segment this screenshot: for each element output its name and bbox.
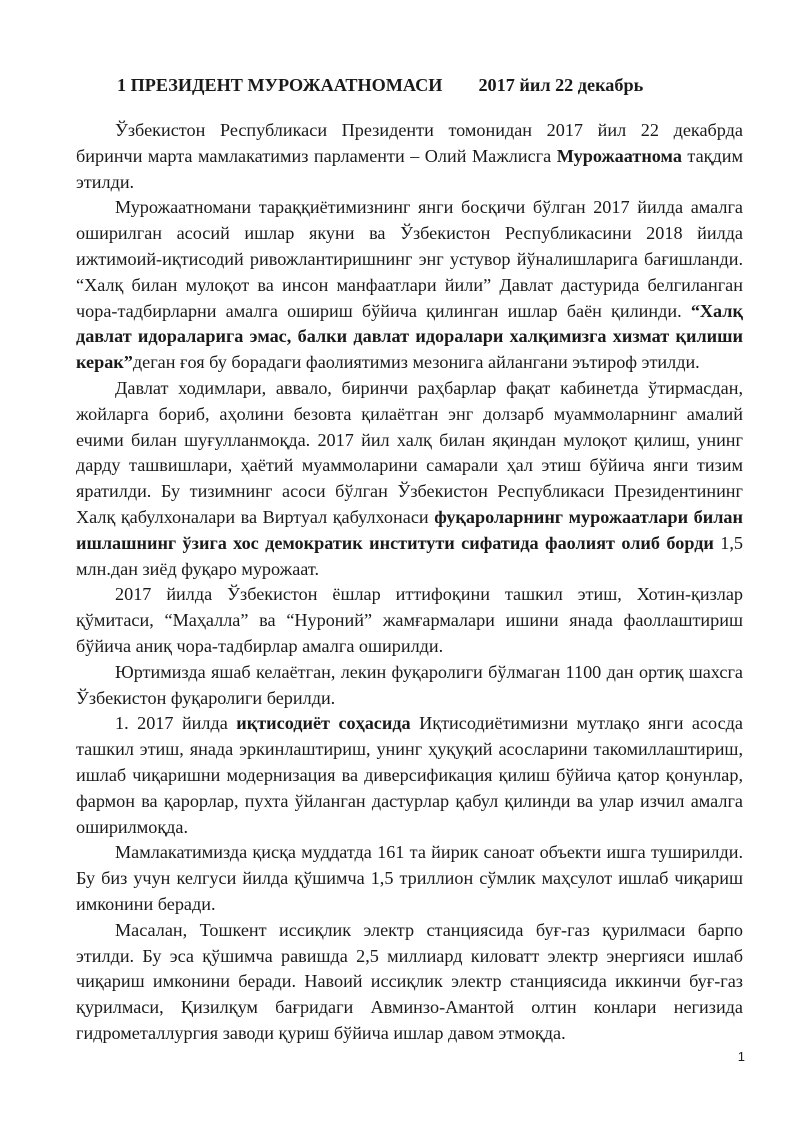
paragraph [76, 918, 743, 1047]
paragraph-text: Мурожаатномани тараққиётимизнинг янги босқичи бўлган 2017 йилда амалга оширилган асосий ишлар якуни ва Ўзбекистон Республикасини 2018 йилда ижтимоий-иқтисодий ривожлантиришнинг энг устувор йўналишларига бағишланди. “Халқ билан мулоқот ва инсон манфаатлари йили” Давлат дастурида белгиланган чора-тадбирларни амалга ошириш бўйича қилинган ишлар баён қилинди. [76, 197, 743, 321]
paragraph-bold-text: фуқароларнинг мурожаатлари билан ишлашнинг ўзига хос демократик институти сифатида фаолият олиб борди [76, 506, 743, 553]
paragraph [76, 118, 743, 195]
paragraph-bold-text: “Халқ давлат идораларига эмас, балки давлат идоралари халқимизга хизмат қилиши керак” [76, 300, 743, 373]
document-body [76, 118, 743, 1047]
paragraph-text: 2017 йилда Ўзбекистон ёшлар иттифоқини ташкил этиш, Хотин-қизлар қўмитаси, “Маҳалла” ва “Нуроний” жамғармалари ишини янада фаоллаштириш бўйича аниқ чора-тадбирлар амалга оширилди. [76, 584, 743, 656]
paragraph-text: Иқтисодиётимизни мутлақо янги асосда ташкил этиш, янада эркинлаштириш, унинг ҳуқуқий асосларини такомиллаштириш, ишлаб чиқаришни модернизация ва диверсификация қилиш бўйича қатор қонунлар, фармон ва қарорлар, пухта ўйланган дастурлар қабул қилинди ва улар изчил амалга оширилмоқда. [76, 713, 743, 837]
paragraph [76, 376, 743, 582]
paragraph-text: Ўзбекистон Республикаси Президенти томонидан 2017 йил 22 декабрда биринчи марта мамлакатимиз парламенти – Олий Мажлисга [76, 120, 743, 166]
heading-date: 2017 йил 22 декабрь [478, 75, 644, 95]
paragraph [76, 582, 743, 659]
paragraph-text: Юртимизда яшаб келаётган, лекин фуқаролиги бўлмаган 1100 дан ортиқ шахсга Ўзбекистон фуқаролиги берилди. [76, 661, 743, 708]
paragraph [76, 840, 743, 917]
paragraph-text: деган ғоя бу борадаги фаолиятимиз мезонига айлангани эътироф этилди. [132, 352, 700, 373]
paragraph [76, 660, 743, 712]
paragraph-text: 1,5 млн.дан зиёд фуқаро мурожаат. [76, 532, 744, 579]
paragraph-text: 1. 2017 йилда [115, 713, 237, 734]
heading-title: 1 ПРЕЗИДЕНТ МУРОЖААТНОМАСИ [117, 75, 443, 95]
paragraph [76, 711, 743, 840]
paragraph-text: Давлат ходимлари, аввало, биринчи раҳбарлар фақат кабинетда ўтирмасдан, жойларга бориб, аҳолини безовта қилаётган энг долзарб муаммоларнинг амалий ечими билан шуғулланмоқда. 2017 йил халқ билан яқиндан мулоқот қилиш, унинг дарду ташвишлари, ҳаётий муаммоларини самарали ҳал этиш бўйича янги тизим яратилди. Бу тизимнинг асоси бўлган Ўзбекистон Республикаси Президентининг Халқ қабулхоналари ва Виртуал қабулхонаси [76, 377, 743, 527]
paragraph-bold-text: иқтисодиёт соҳасида [236, 713, 411, 734]
paragraph [76, 195, 743, 376]
paragraph-text: Мамлакатимизда қисқа муддатда 161 та йирик саноат объекти ишга туширилди. Бу биз учун келгуси йилда қўшимча 1,5 триллион сўмлик маҳсулот ишлаб чиқариш имконини беради. [76, 842, 743, 914]
page-number: 1 [737, 1049, 745, 1064]
paragraph-text: Масалан, Тошкент иссиқлик электр станциясида буғ-газ қурилмаси барпо этилди. Бу эса қўшимча равишда 2,5 миллиард киловатт электр энергияси ишлаб чиқариш имконини беради. Навоий иссиқлик электр станциясида иккинчи буғ-газ қурилмаси, Қизилқум бағридаги Авминзо-Амантой олтин конлари негизида гидрометаллургия заводи қуриш бўйича ишлар давом этмоқда. [76, 919, 743, 1043]
paragraph-bold-text: Мурожаатнома [556, 145, 682, 166]
paragraph-text: тақдим этилди. [76, 145, 744, 192]
document-heading [117, 75, 643, 96]
